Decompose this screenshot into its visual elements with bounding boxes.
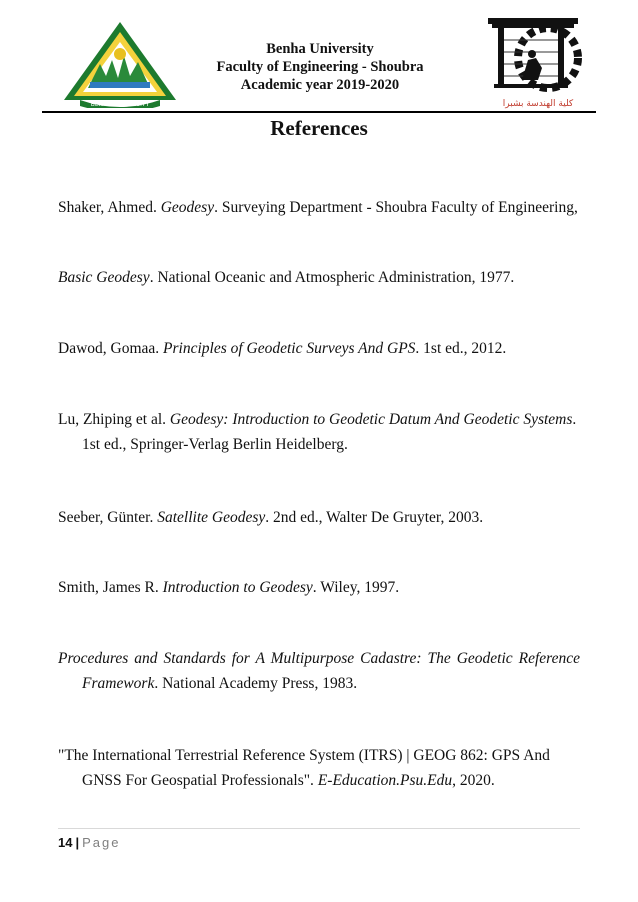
reference-text: Seeber, Günter. [58, 509, 158, 526]
reference-text: . 2nd ed., Walter De Gruyter, 2003. [265, 509, 484, 526]
reference-text: . Surveying Department - Shoubra Faculty of Engineering, [214, 199, 578, 216]
page-title: References [270, 116, 368, 140]
reference-text: . National Academy Press, 1983. [154, 675, 358, 692]
reference-title: Principles of Geodetic Surveys And GPS [163, 340, 416, 357]
university-name: Benha University [266, 41, 374, 57]
reference-item [58, 743, 580, 793]
reference-title: Satellite Geodesy [157, 509, 266, 526]
faculty-engineering-gear-icon [482, 14, 584, 112]
reference-text: , 2020. [452, 772, 495, 789]
emblem-caption: كلية الهندسة بشبرا [502, 99, 574, 109]
academic-year: Academic year 2019-2020 [240, 77, 400, 93]
reference-text: Dawod, Gomaa. [58, 340, 164, 357]
reference-item [58, 646, 580, 696]
reference-item [58, 505, 580, 530]
footer-separator: | [75, 835, 80, 850]
footer-divider [58, 828, 580, 829]
reference-text: Shaker, Ahmed. [58, 199, 161, 216]
reference-text: . 1st ed., 2012. [415, 340, 507, 357]
page-number: 14 [58, 835, 73, 850]
page-label: Page [82, 835, 121, 850]
faculty-name: Faculty of Engineering - Shoubra [216, 59, 424, 75]
header-divider [42, 111, 596, 113]
reference-item [58, 407, 580, 457]
reference-text: Smith, James R. [58, 579, 163, 596]
reference-title: E-Education.Psu.Edu [317, 772, 453, 789]
seal-caption: BENHA UNIVERSITY [90, 101, 150, 108]
reference-title: Geodesy: Introduction to Geodetic Datum And Geodetic Systems [169, 411, 573, 428]
reference-text: "The International Terrestrial Reference System (ITRS) | GEOG 862: GPS And GNSS For Geospatial Professionals". [58, 747, 550, 789]
reference-item [58, 336, 580, 361]
benha-university-seal-icon [60, 20, 180, 108]
reference-item [58, 195, 580, 220]
page-footer [58, 835, 120, 850]
reference-title: Geodesy [160, 199, 215, 216]
page-header [0, 0, 638, 116]
reference-text: . National Oceanic and Atmospheric Administration, 1977. [149, 269, 515, 286]
university-info [200, 40, 440, 94]
reference-text: . 1st ed., Springer-Verlag Berlin Heidelberg. [82, 411, 577, 453]
reference-title: Introduction to Geodesy [162, 579, 313, 596]
reference-text: Lu, Zhiping et al. [58, 411, 170, 428]
reference-text: . Wiley, 1997. [312, 579, 400, 596]
reference-item [58, 265, 580, 290]
reference-title: Basic Geodesy [58, 269, 150, 286]
reference-item [58, 575, 580, 600]
reference-title: Procedures and Standards for A Multipurpose Cadastre: The Geodetic Reference Framework [58, 650, 580, 692]
